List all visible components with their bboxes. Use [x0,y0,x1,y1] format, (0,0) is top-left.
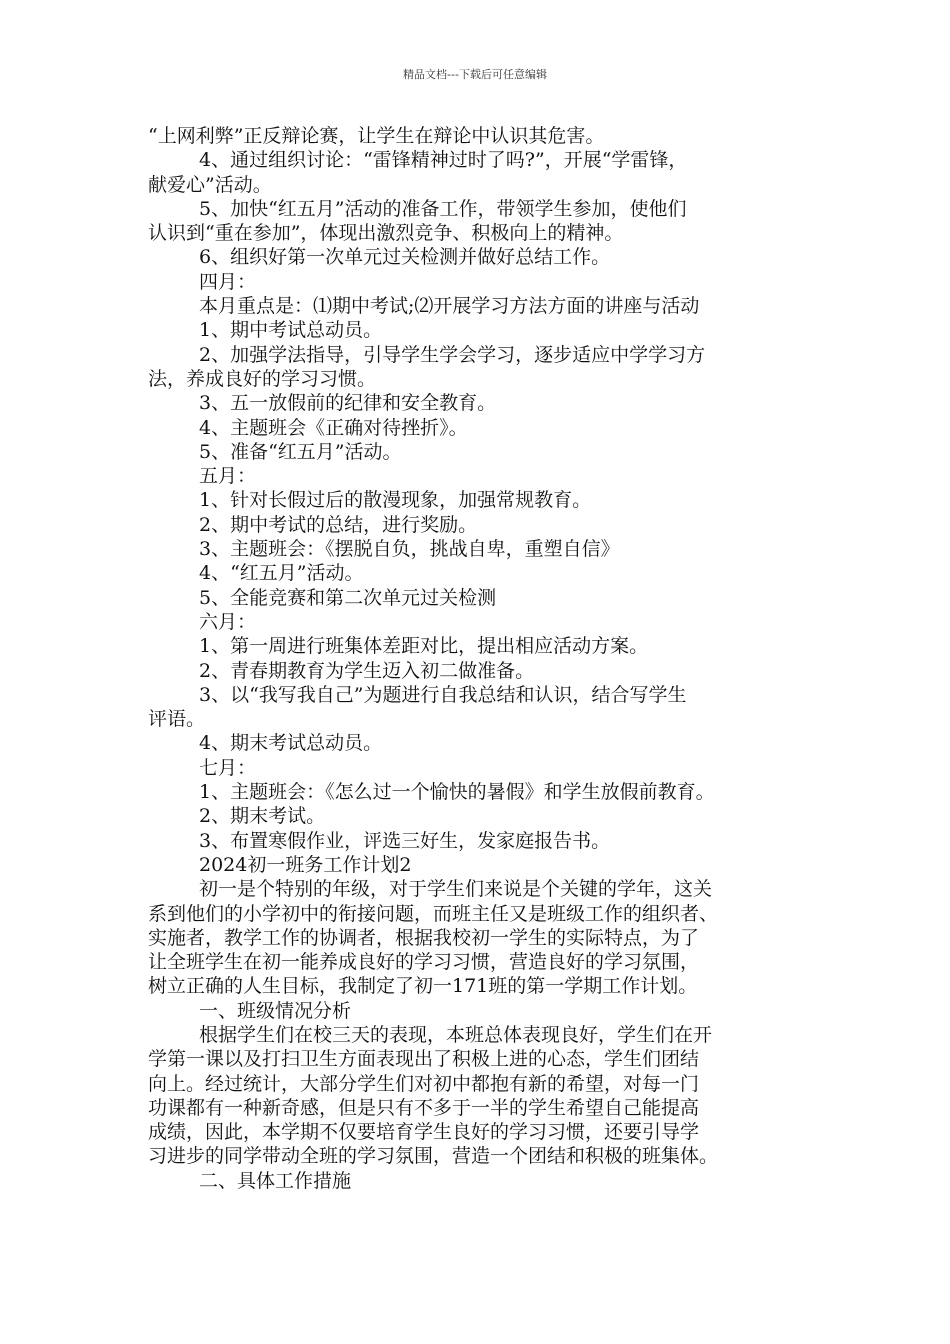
text-line: 1、期中考试总动员。 [199,319,383,342]
text-line: 2、青春期教育为学生迈入初二做准备。 [199,659,535,682]
text-line: 2、期末考试。 [199,805,326,828]
text-line: 3、布置寒假作业，评选三好生，发家庭报告书。 [199,829,611,852]
text-line: 1、主题班会：《怎么过一个愉快的暑假》和学生放假前教育。 [199,781,715,804]
text-line: 4、“红五月”活动。 [199,562,364,585]
text-line: 六月： [199,610,257,633]
text-line: 3、五一放假前的纪律和安全教育。 [199,392,497,415]
text-line: “上网利弊”正反辩论赛，让学生在辩论中认识其危害。 [148,125,605,147]
text-line: 4、通过组织讨论：“雷锋精神过时了吗?”，开展“学雷锋， [199,149,688,172]
text-line: 5、全能竞赛和第二次单元过关检测 [199,586,497,609]
text-line: 1、第一周进行班集体差距对比，提出相应活动方案。 [199,635,649,658]
text-line: 学第一课以及打扫卫生方面表现出了积极上进的心态，学生们团结 [148,1048,700,1071]
text-line: 法，养成良好的学习习惯。 [148,367,377,390]
text-line: 献爱心”活动。 [148,173,272,196]
text-line: 功课都有一种新奇感，但是只有不多于一半的学生希望自己能提高 [148,1096,700,1119]
text-line: 5、准备“红五月”活动。 [199,440,402,463]
text-line: 2、期中考试的总结，进行奖励。 [199,513,478,536]
text-line: 初一是个特别的年级，对于学生们来说是个关键的学年，这关 [199,878,713,901]
text-line: 五月： [199,465,257,488]
text-line: 根据学生们在校三天的表现，本班总体表现良好，学生们在开 [199,1023,713,1046]
text-line: 二、具体工作措施 [199,1169,352,1192]
page-header: 精品文档---下载后可任意编辑 [403,68,547,81]
text-line: 本月重点是：⑴期中考试;⑵开展学习方法方面的讲座与活动 [199,295,700,318]
text-line: 让全班学生在初一能养成良好的学习习惯，营造良好的学习氛围， [148,951,700,974]
text-line: 一、班级情况分析 [199,999,352,1022]
text-line: 2、加强学法指导，引导学生学会学习，逐步适应中学学习方 [199,343,706,366]
text-line: 评语。 [148,708,206,731]
text-line: 3、主题班会：《摆脱自负，挑战自卑，重塑自信》 [199,538,620,561]
text-line: 七月： [199,756,257,779]
text-line: 2024初一班务工作计划2 [199,853,412,876]
document-body [148,124,808,1193]
text-line: 4、期末考试总动员。 [199,732,383,755]
text-line: 四月： [199,270,257,293]
text-line: 树立正确的人生目标，我制定了初一171班的第一学期工作计划。 [148,975,698,998]
text-line: 6、组织好第一次单元过关检测并做好总结工作。 [199,246,611,269]
text-line: 1、针对长假过后的散漫现象，加强常规教育。 [199,489,592,512]
text-line: 认识到“重在参加”，体现出激烈竞争、积极向上的精神。 [148,222,624,245]
text-line: 实施者，教学工作的协调者，根据我校初一学生的实际特点，为了 [148,926,700,949]
text-line: 系到他们的小学初中的衔接问题，而班主任又是班级工作的组织者、 [148,902,719,925]
text-line: 4、主题班会《正确对待挫折》。 [199,416,468,439]
text-line: 5、加快“红五月”活动的准备工作，带领学生参加，使他们 [199,197,687,220]
text-line: 3、以“我写我自己”为题进行自我总结和认识，结合写学生 [199,683,687,706]
text-line: 向上。经过统计，大部分学生们对初中都抱有新的希望，对每一门 [148,1072,700,1095]
text-line: 成绩，因此，本学期不仅要培育学生良好的学习习惯，还要引导学 [148,1121,700,1144]
text-line: 习进步的同学带动全班的学习氛围，营造一个团结和积极的班集体。 [148,1145,719,1168]
